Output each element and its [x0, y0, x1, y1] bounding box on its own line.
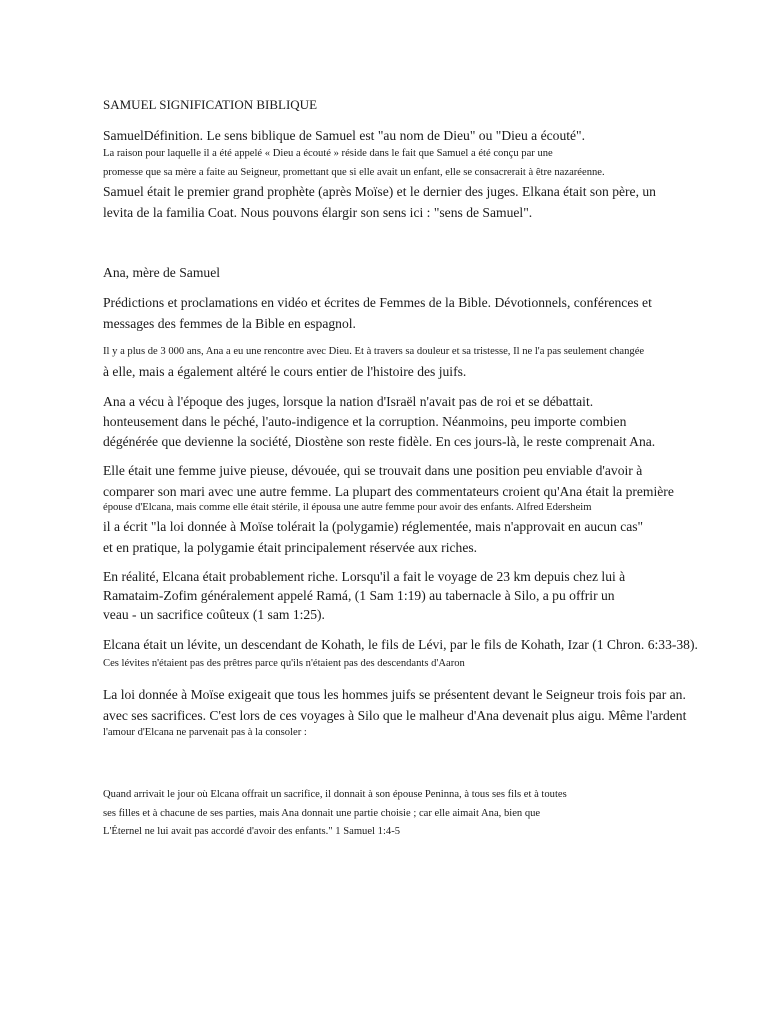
- text-line: Prédictions et proclamations en vidéo et écrites de Femmes de la Bible. Dévotionnels, conférences et: [103, 295, 652, 310]
- text-line: Ramataim-Zofim généralement appelé Ramá, (1 Sam 1:19) au tabernacle à Silo, a pu offrir un: [103, 588, 615, 603]
- text-line: Samuel était le premier grand prophète (après Moïse) et le dernier des juges. Elkana était son père, un: [103, 184, 656, 199]
- text-line: et en pratique, la polygamie était principalement réservée aux riches.: [103, 540, 478, 555]
- text-line: Elle était une femme juive pieuse, dévouée, qui se trouvait dans une position peu enviable d'avoir à: [103, 463, 643, 478]
- text-line: En réalité, Elcana était probablement riche. Lorsqu'il a fait le voyage de 23 km depuis chez lui à: [103, 569, 626, 584]
- quote-line: L'Éternel ne lui avait pas accordé d'avoir des enfants." 1 Samuel 1:4-5: [103, 826, 401, 837]
- text-line: SamuelDéfinition. Le sens biblique de Samuel est "au nom de Dieu" ou "Dieu a écouté".: [103, 128, 586, 143]
- quote-line: ses filles et à chacune de ses parties, mais Ana donnait une partie choisie ; car elle aimait Ana, bien que: [103, 808, 541, 819]
- text-line: il a écrit "la loi donnée à Moïse tolérait la (polygamie) réglementée, mais n'approvait en aucun cas": [103, 519, 644, 534]
- text-line: La loi donnée à Moïse exigeait que tous les hommes juifs se présentent devant le Seigneur trois fois par an.: [103, 687, 686, 702]
- text-line: à elle, mais a également altéré le cours entier de l'histoire des juifs.: [103, 364, 467, 379]
- text-line: Ces lévites n'étaient pas des prêtres parce qu'ils n'étaient pas des descendants d'Aaron: [103, 658, 465, 669]
- text-line: Ana a vécu à l'époque des juges, lorsque la nation d'Israël n'avait pas de roi et se débattait.: [103, 394, 594, 409]
- text-line: honteusement dans le péché, l'auto-indigence et la corruption. Néanmoins, peu importe combien: [103, 414, 627, 429]
- text-line: Il y a plus de 3 000 ans, Ana a eu une rencontre avec Dieu. Et à travers sa douleur et sa tristesse, Il ne l'a pas seulement changée: [103, 346, 645, 357]
- text-line: messages des femmes de la Bible en espagnol.: [103, 316, 356, 331]
- document-title: SAMUEL SIGNIFICATION BIBLIQUE: [103, 97, 318, 112]
- text-line: épouse d'Elcana, mais comme elle était stérile, il épousa une autre femme pour avoir des enfants. Alfred Edersheim: [103, 502, 592, 513]
- text-line: Elcana était un lévite, un descendant de Kohath, le fils de Lévi, par le fils de Kohath, Izar (1 Chron. 6:33-38).: [103, 637, 698, 652]
- text-line: levita de la familia Coat. Nous pouvons élargir son sens ici : "sens de Samuel".: [103, 205, 533, 220]
- section-heading: Ana, mère de Samuel: [103, 265, 221, 280]
- text-line: comparer son mari avec une autre femme. La plupart des commentateurs croient qu'Ana était la première: [103, 484, 674, 499]
- text-line: avec ses sacrifices. C'est lors de ces voyages à Silo que le malheur d'Ana devenait plus aigu. Même l'ardent: [103, 708, 687, 723]
- text-line: l'amour d'Elcana ne parvenait pas à la consoler :: [103, 727, 307, 738]
- text-line: veau - un sacrifice coûteux (1 sam 1:25).: [103, 607, 325, 622]
- text-line: dégénérée que devienne la société, Diostène son reste fidèle. En ces jours-là, le reste comprenait Ana.: [103, 434, 656, 449]
- quote-line: Quand arrivait le jour où Elcana offrait un sacrifice, il donnait à son épouse Peninna, à tous ses fils et à toutes: [103, 789, 567, 800]
- text-line: promesse que sa mère a faite au Seigneur, promettant que si elle avait un enfant, elle se consacrerait à être nazaréenne.: [103, 167, 605, 178]
- text-line: La raison pour laquelle il a été appelé « Dieu a écouté » réside dans le fait que Samuel a été conçu par une: [103, 148, 553, 159]
